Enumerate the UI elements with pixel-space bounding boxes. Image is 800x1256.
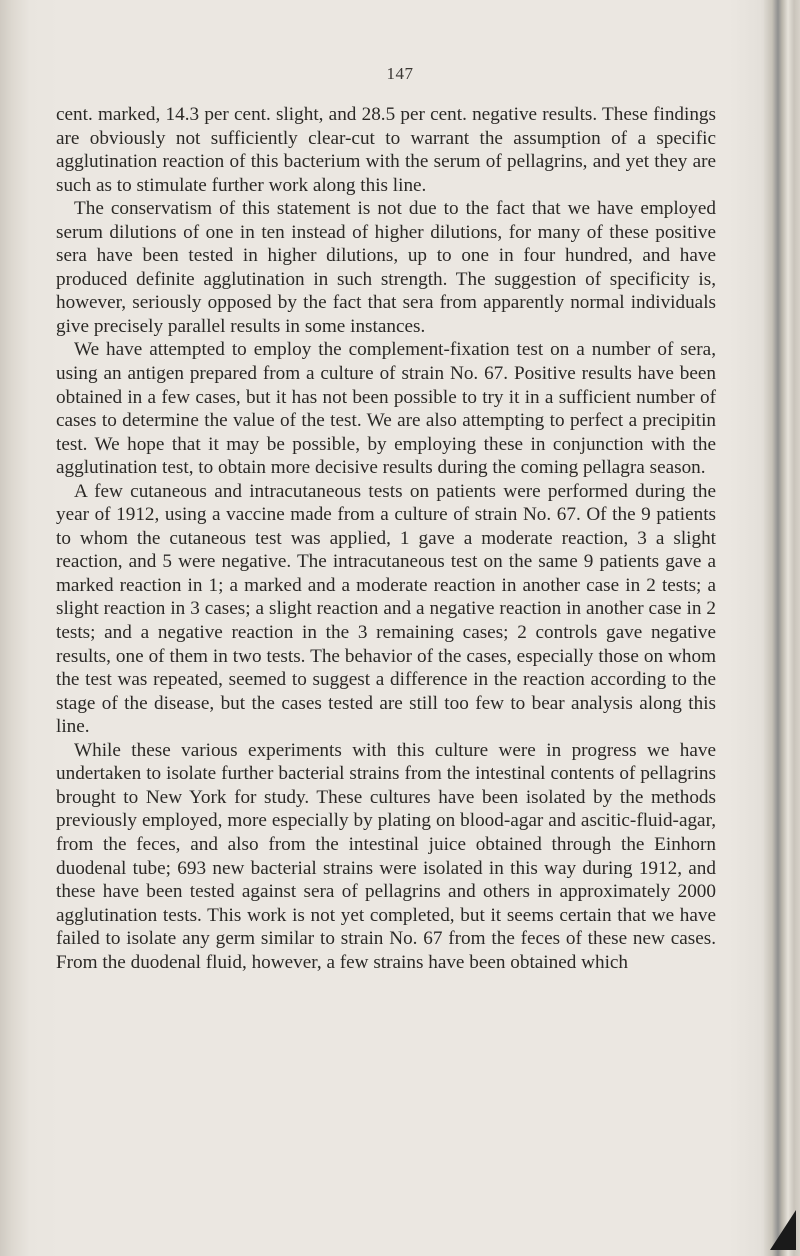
- page-edge-shadow: [764, 0, 800, 1256]
- corner-mark: [770, 1210, 796, 1250]
- paragraph-3: We have attempted to employ the complement-fixation test on a number of sera, using an antigen prepared from a culture of strain No. 67. Positive results have been obtained in a few cases, but it has not been possible to try it in a sufficient number of cases to determine the value of the test. We are also attempting to perfect a precipitin test. We hope that it may be possible, by employing these in conjunction with the agglutination test, to obtain more decisive results during the coming pellagra season.: [56, 339, 716, 479]
- paragraph-1: cent. marked, 14.3 per cent. slight, and 28.5 per cent. negative results. These findings are obviously not sufficiently clear-cut to warrant the assumption of a specific agglutination reaction of this bacterium with the serum of pellagrins, and yet they are such as to stimulate further work along this line.: [56, 104, 716, 196]
- page-number: 147: [386, 64, 414, 83]
- paragraph-5: While these various experiments with this culture were in progress we have undertaken to isolate further bacterial strains from the intestinal contents of pellagrins brought to New York for study. These cultures have been isolated by the methods previously employed, more especially by plating on blood-agar and ascitic-fluid-agar, from the feces, and also from the intestinal juice obtained through the Einhorn duodenal tube; 693 new bacterial strains were isolated in this way during 1912, and these have been tested against sera of pellagrins and others in approximately 2000 agglutination tests. This work is not yet completed, but it seems certain that we have failed to isolate any germ similar to strain No. 67 from the feces of these new cases. From the duodenal fluid, however, a few strains have been obtained which: [56, 739, 716, 973]
- paragraph-2: The conservatism of this statement is not due to the fact that we have employed serum dilutions of one in ten instead of higher dilutions, for many of these positive sera have been tested in higher dilutions, up to one in four hundred, and have produced definite agglutination in such strength. The suggestion of specificity is, however, seriously opposed by the fact that sera from apparently normal individuals give precisely parallel results in some instances.: [56, 198, 716, 337]
- paragraph-4: A few cutaneous and intracutaneous tests on patients were performed during the year of 1912, using a vaccine made from a culture of strain No. 67. Of the 9 patients to whom the cutaneous test was applied, 1 gave a moderate reaction, 3 a slight reaction, and 5 were negative. The intracutaneous test on the same 9 patients gave a marked reaction in 1; a marked and a moderate reaction in another case in 2 tests; a slight reaction in 3 cases; a slight reaction and a negative reaction in another case in 2 tests; and a negative reaction in the 3 remaining cases; 2 controls gave negative results, one of them in two tests. The behavior of the cases, especially those on whom the test was repeated, seemed to suggest a difference in the reaction according to the stage of the disease, but the cases tested are still too few to bear analysis along this line.: [56, 480, 716, 738]
- body-text: [56, 103, 716, 974]
